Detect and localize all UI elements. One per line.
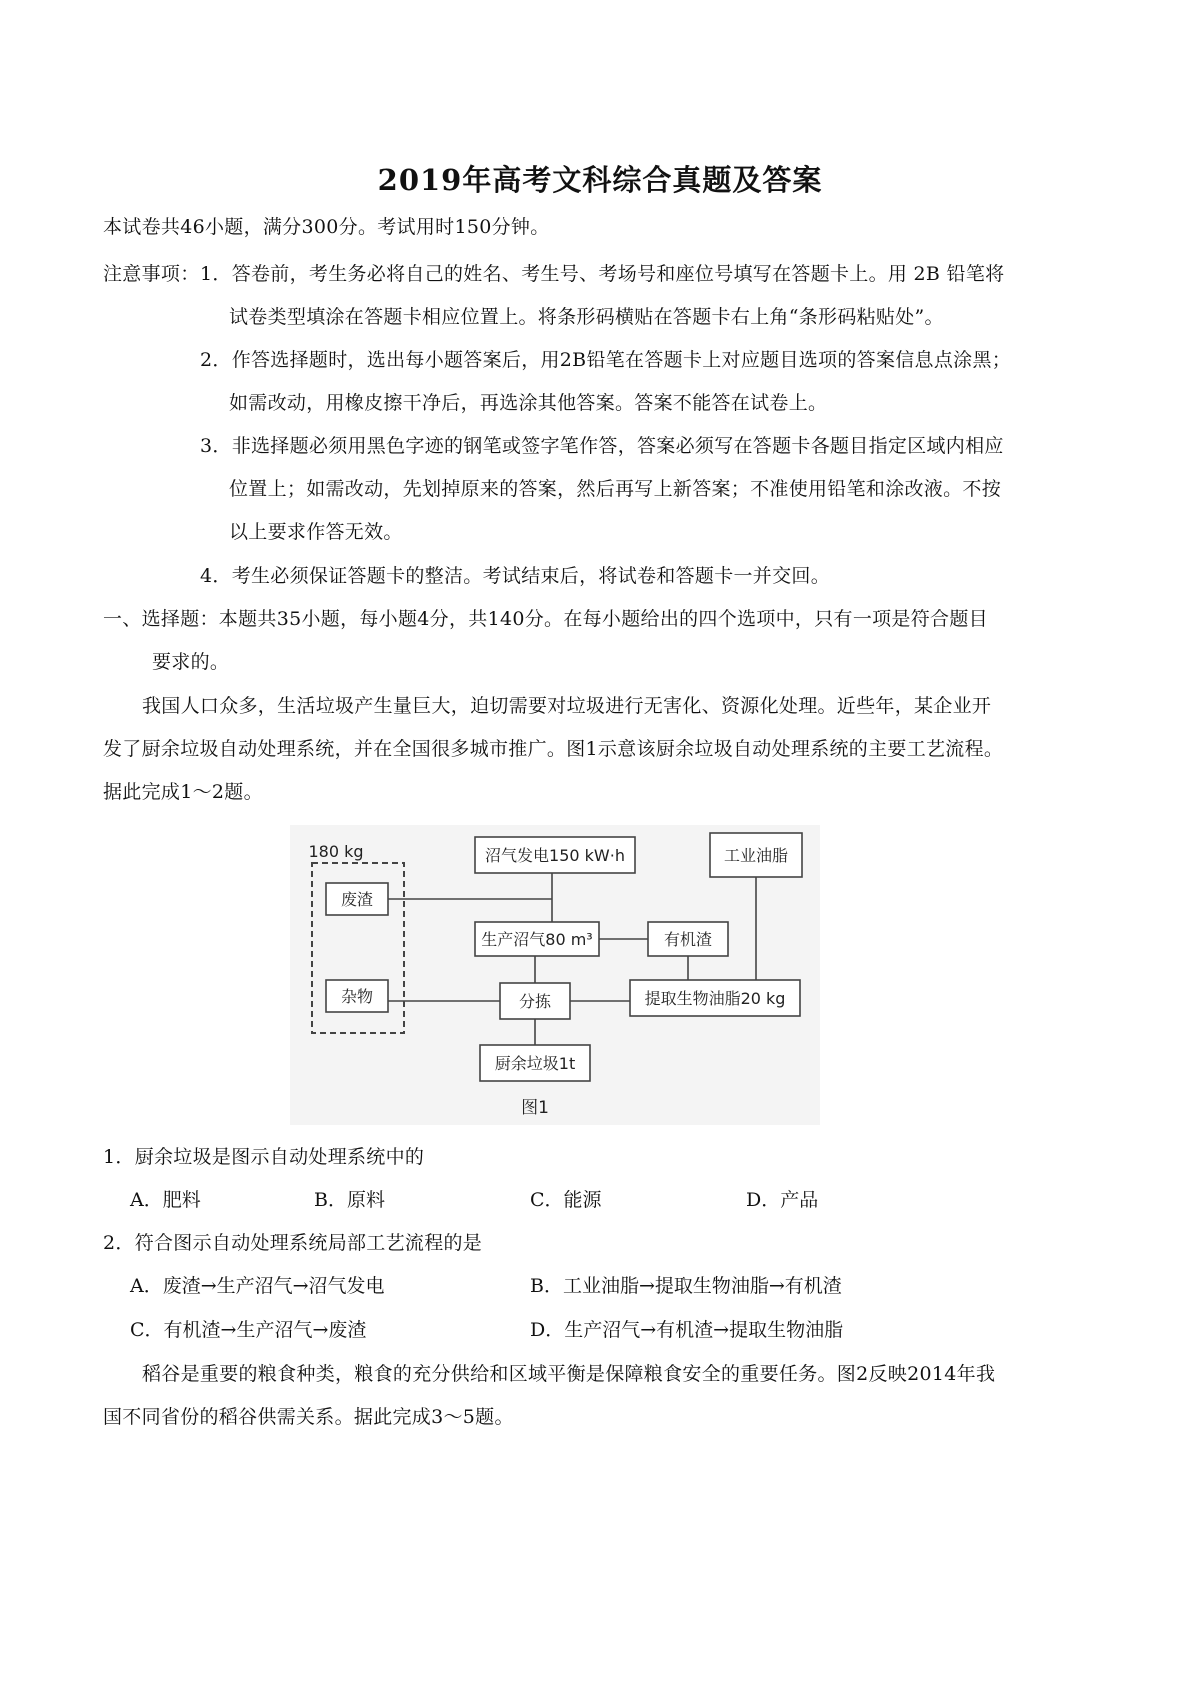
figure-caption: 图1 <box>521 1098 549 1118</box>
note-1-line-2: 试卷类型填涂在答题卡相应位置上。将条形码横贴在答题卡右上角“条形码粘贴处”。 <box>229 306 944 328</box>
figure-1-flowchart <box>290 825 820 1125</box>
passage-1-line-1: 我国人口众多，生活垃圾产生量巨大，迫切需要对垃圾进行无害化、资源化处理。近些年，某企业开 <box>142 695 992 717</box>
note-3-line-1: 3．非选择题必须用黑色字迹的钢笔或签字笔作答，答案必须写在答题卡各题目指定区域内相应 <box>200 435 1004 457</box>
note-2-line-2: 如需改动，用橡皮擦干净后，再选涂其他答案。答案不能答在试卷上。 <box>229 392 828 414</box>
label-extract-oil: 提取生物油脂20 kg <box>644 989 786 1008</box>
question-2-stem: 2．符合图示自动处理系统局部工艺流程的是 <box>103 1232 483 1254</box>
question-2-option-b: B．工业油脂→提取生物油脂→有机渣 <box>530 1275 842 1297</box>
note-4: 4．考生必须保证答题卡的整洁。考试结束后，将试卷和答题卡一并交回。 <box>200 565 830 587</box>
note-2-line-1: 2．作答选择题时，选出每小题答案后，用2B铅笔在答题卡上对应题目选项的答案信息点涂黑； <box>200 349 1012 371</box>
label-industrial-oil: 工业油脂 <box>723 846 789 865</box>
label-sorting: 分拣 <box>518 992 552 1011</box>
note-3-line-3: 以上要求作答无效。 <box>229 521 403 543</box>
question-1-option-a: A．肥料 <box>130 1189 201 1211</box>
page-title: 2019年高考文科综合真题及答案 <box>377 163 823 197</box>
question-1-option-d: D．产品 <box>746 1189 819 1211</box>
label-biogas-prod: 生产沼气80 m³ <box>481 930 593 949</box>
section-heading: 一、选择题：本题共35小题，每小题4分，共140分。在每小题给出的四个选项中，只有一项是符合题目 <box>103 608 988 630</box>
question-2-option-a: A．废渣→生产沼气→沼气发电 <box>130 1275 385 1297</box>
section-heading-cont: 要求的。 <box>152 651 230 673</box>
label-youjizha: 有机渣 <box>663 930 713 949</box>
question-2-option-d: D．生产沼气→有机渣→提取生物油脂 <box>530 1319 844 1341</box>
question-1-stem: 1．厨余垃圾是图示自动处理系统中的 <box>103 1146 425 1168</box>
note-3-line-2: 位置上；如需改动，先划掉原来的答案，然后再写上新答案；不准使用铅笔和涂改液。不按 <box>229 478 1002 500</box>
passage-1-line-3: 据此完成1～2题。 <box>103 781 263 803</box>
label-biogas-power: 沼气发电150 kW·h <box>485 846 625 865</box>
question-1-option-c: C．能源 <box>530 1189 602 1211</box>
label-kitchen-waste: 厨余垃圾1t <box>494 1054 576 1073</box>
passage-1-line-2: 发了厨余垃圾自动处理系统，并在全国很多城市推广。图1示意该厨余垃圾自动处理系统的主要工艺流程。 <box>103 738 1004 760</box>
question-2-option-c: C．有机渣→生产沼气→废渣 <box>130 1319 367 1341</box>
label-feizha: 废渣 <box>340 890 374 909</box>
label-zawu: 杂物 <box>340 987 374 1006</box>
intro-text: 本试卷共46小题，满分300分。考试用时150分钟。 <box>103 216 550 238</box>
passage-2-line-2: 国不同省份的稻谷供需关系。据此完成3～5题。 <box>103 1406 514 1428</box>
note-1-line-1: 1．答卷前，考生务必将自己的姓名、考生号、考场号和座位号填写在答题卡上。用 2B 铅笔将 <box>200 263 1005 285</box>
passage-2-line-1: 稻谷是重要的粮食种类，粮食的充分供给和区域平衡是保障粮食安全的重要任务。图2反映2014年我 <box>142 1363 996 1385</box>
question-1-option-b: B．原料 <box>314 1189 385 1211</box>
notes-label: 注意事项： <box>103 263 200 285</box>
label-180kg: 180 kg <box>308 842 364 861</box>
